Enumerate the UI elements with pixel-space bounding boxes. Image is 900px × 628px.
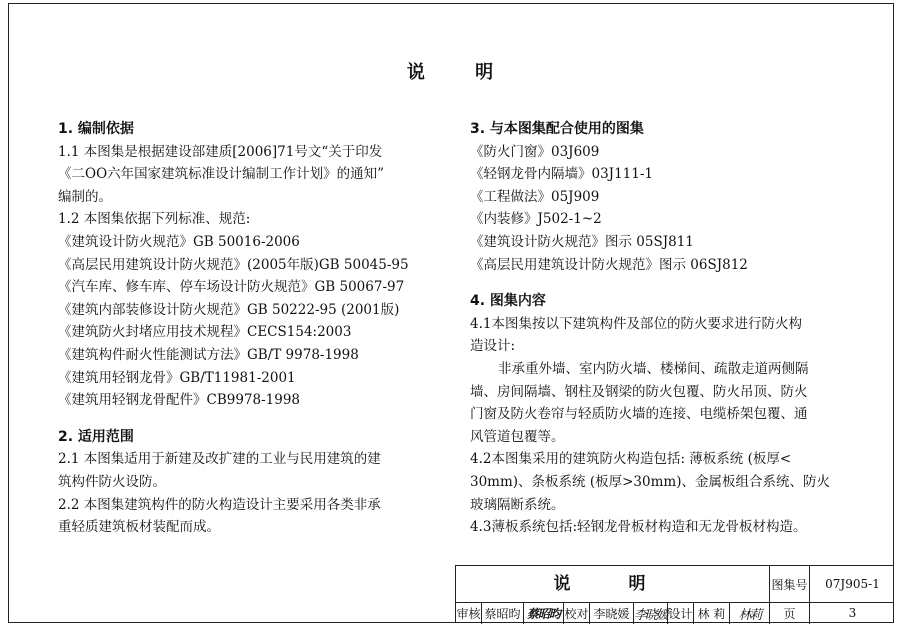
text-line: 《高层民用建筑设计防火规范》图示 06SJ812 <box>470 256 748 273</box>
section-2-heading: 2. 适用范围 <box>58 428 134 445</box>
title-block-bottom-row <box>456 602 894 624</box>
text-line: 《高层民用建筑设计防火规范》(2005年版)GB 50045-95 <box>58 256 409 273</box>
page-title: 说 明 <box>406 62 516 83</box>
check-label: 校对 <box>564 602 590 624</box>
text-line: 《汽车库、修车库、停车场设计防火规范》GB 50067-97 <box>58 279 405 296</box>
design-label: 设计 <box>668 602 694 624</box>
text-line: 风管道包覆等。 <box>470 428 565 445</box>
reviewer-name: 蔡昭昀 <box>482 602 524 624</box>
atlas-number: 07J905-1 <box>825 577 880 591</box>
text-line: 筑构件防火设防。 <box>58 473 166 490</box>
right-column <box>470 118 870 539</box>
title-block-title: 说 明 <box>456 566 770 602</box>
text-line: 《建筑用轻钢龙骨》GB/T11981-2001 <box>58 369 296 386</box>
text-line: 《建筑防火封堵应用技术规程》CECS154:2003 <box>58 324 352 341</box>
section-2-body <box>58 448 438 538</box>
text-line: 《建筑设计防火规范》GB 50016-2006 <box>58 233 300 250</box>
text-line: 《建筑用轻钢龙骨配件》CB9978-1998 <box>58 392 301 409</box>
text-line: 1.2 本图集依据下列标准、规范: <box>58 211 251 228</box>
text-line: 编制的。 <box>58 188 112 205</box>
checker-signature: 李晓媛 <box>634 602 668 624</box>
title-block <box>455 565 894 623</box>
text-line: 墙、房间隔墙、钢柱及钢梁的防火包覆、防火吊顶、防火 <box>470 383 808 400</box>
text-line: 30mm)、条板系统 (板厚>30mm)、金属板组合系统、防火 <box>470 473 830 490</box>
section-3-body <box>470 141 870 277</box>
text-line: 《轻钢龙骨内隔墙》03J111-1 <box>470 166 654 183</box>
page-number: 3 <box>848 606 857 620</box>
text-line: 1.1 本图集是根据建设部建质[2006]71号文“关于印发 <box>58 143 383 160</box>
designer-name: 林 莉 <box>694 602 730 624</box>
text-line: 《建筑设计防火规范》图示 05SJ811 <box>470 233 694 250</box>
text-line: 非承重外墙、室内防火墙、楼梯间、疏散走道两侧隔 <box>498 360 809 377</box>
text-line: 《工程做法》05J909 <box>470 188 600 205</box>
text-line: 4.3薄板系统包括:轻钢龙骨板材构造和无龙骨板材构造。 <box>470 519 807 536</box>
text-line: 重轻质建筑板材装配而成。 <box>58 519 220 536</box>
text-line: 《防火门窗》03J609 <box>470 143 600 160</box>
text-line: 2.1 本图集适用于新建及改扩建的工业与民用建筑的建 <box>58 451 381 468</box>
text-line: 4.1本图集按以下建筑构件及部位的防火要求进行防火构 <box>470 315 802 332</box>
reviewer-signature: 蔡昭昀 <box>524 602 564 624</box>
review-label: 审核 <box>456 602 482 624</box>
atlas-number-label: 图集号 <box>770 566 810 602</box>
text-line: 《二OO六年国家建筑标准设计编制工作计划》的通知” <box>58 166 385 183</box>
section-1-body <box>58 141 438 412</box>
text-line: 玻璃隔断系统。 <box>470 496 565 513</box>
section-1-heading: 1. 编制依据 <box>58 121 134 137</box>
text-line: 《建筑内部装修设计防火规范》GB 50222-95 (2001版) <box>58 301 400 318</box>
text-line: 《内装修》J502-1~2 <box>470 211 602 228</box>
text-line: 门窗及防火卷帘与轻质防火墙的连接、电缆桥架包覆、通 <box>470 406 808 423</box>
section-3-heading: 3. 与本图集配合使用的图集 <box>470 121 644 137</box>
page-label: 页 <box>770 602 810 624</box>
text-line: 《建筑构件耐火性能测试方法》GB/T 9978-1998 <box>58 346 359 363</box>
text-line: 造设计: <box>470 338 516 355</box>
left-column <box>58 118 438 539</box>
text-line: 4.2本图集采用的建筑防火构造包括: 薄板系统 (板厚< <box>470 451 792 468</box>
designer-signature: 林莉 <box>730 602 770 624</box>
section-4-heading: 4. 图集内容 <box>470 293 546 310</box>
title-block-top-row <box>456 566 894 603</box>
text-line: 2.2 本图集建筑构件的防火构造设计主要采用各类非承 <box>58 496 381 513</box>
checker-name: 李晓媛 <box>590 602 634 624</box>
section-4-body <box>470 313 870 539</box>
